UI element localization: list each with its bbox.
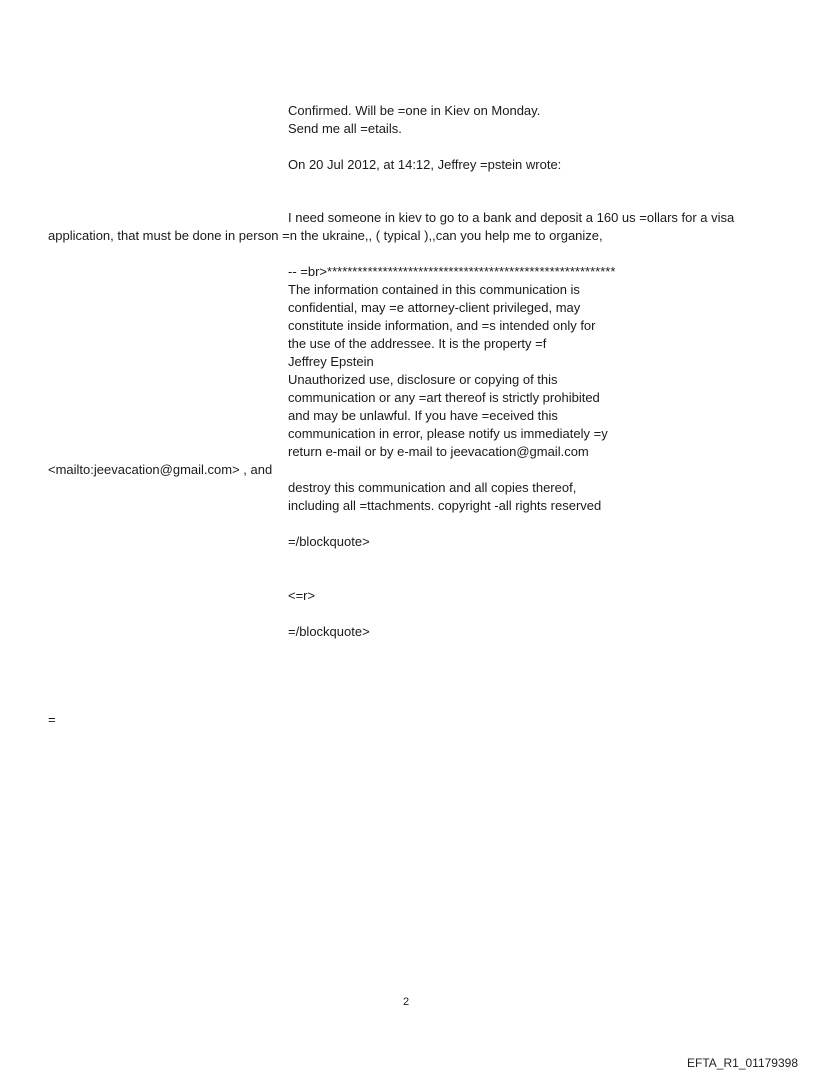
reply-line-1: Confirmed. Will be =one in Kiev on Monday. xyxy=(288,103,541,118)
disclaimer-line: Unauthorized use, disclosure or copying of this xyxy=(288,372,558,387)
disclaimer-line: and may be unlawful. If you have =eceived this xyxy=(288,408,558,423)
closing-line: including all =ttachments. copyright -all rights reserved xyxy=(288,498,602,513)
quote-header: On 20 Jul 2012, at 14:12, Jeffrey =pstein wrote: xyxy=(288,157,562,172)
document-id: EFTA_R1_01179398 xyxy=(687,1056,798,1070)
page-number: 2 xyxy=(403,996,410,1008)
disclaimer-line: communication in error, please notify us immediately =y xyxy=(288,426,608,441)
disclaimer-line: confidential, may =e attorney-client privileged, may xyxy=(288,300,581,315)
blockquote-close-2: =/blockquote> xyxy=(288,624,370,639)
closing-line: destroy this communication and all copies thereof, xyxy=(288,480,577,495)
disclaimer-line: communication or any =art thereof is strictly prohibited xyxy=(288,390,600,405)
disclaimer-line: return e-mail or by e-mail to jeevacation@gmail.com xyxy=(288,444,589,459)
quoted-message-line-2: application, that must be done in person =n the ukraine,, ( typical ),,can you help me to organize, xyxy=(48,228,603,243)
disclaimer-line: The information contained in this communication is xyxy=(288,282,580,297)
br-tag: <=r> xyxy=(288,588,316,603)
disclaimer-line: constitute inside information, and =s intended only for xyxy=(288,318,596,333)
quoted-message-line-1: I need someone in kiev to go to a bank and deposit a 160 us =ollars for a visa xyxy=(288,210,735,225)
disclaimer-line: Jeffrey Epstein xyxy=(288,354,374,369)
mailto-line: <mailto:jeevacation@gmail.com> , and xyxy=(48,462,273,477)
blockquote-close-1: =/blockquote> xyxy=(288,534,370,549)
reply-line-2: Send me all =etails. xyxy=(288,121,402,136)
disclaimer-line: the use of the addressee. It is the property =f xyxy=(288,336,547,351)
footer-separator: -- =br>********************************************************* xyxy=(288,264,616,279)
trailing-equals: = xyxy=(48,712,56,727)
